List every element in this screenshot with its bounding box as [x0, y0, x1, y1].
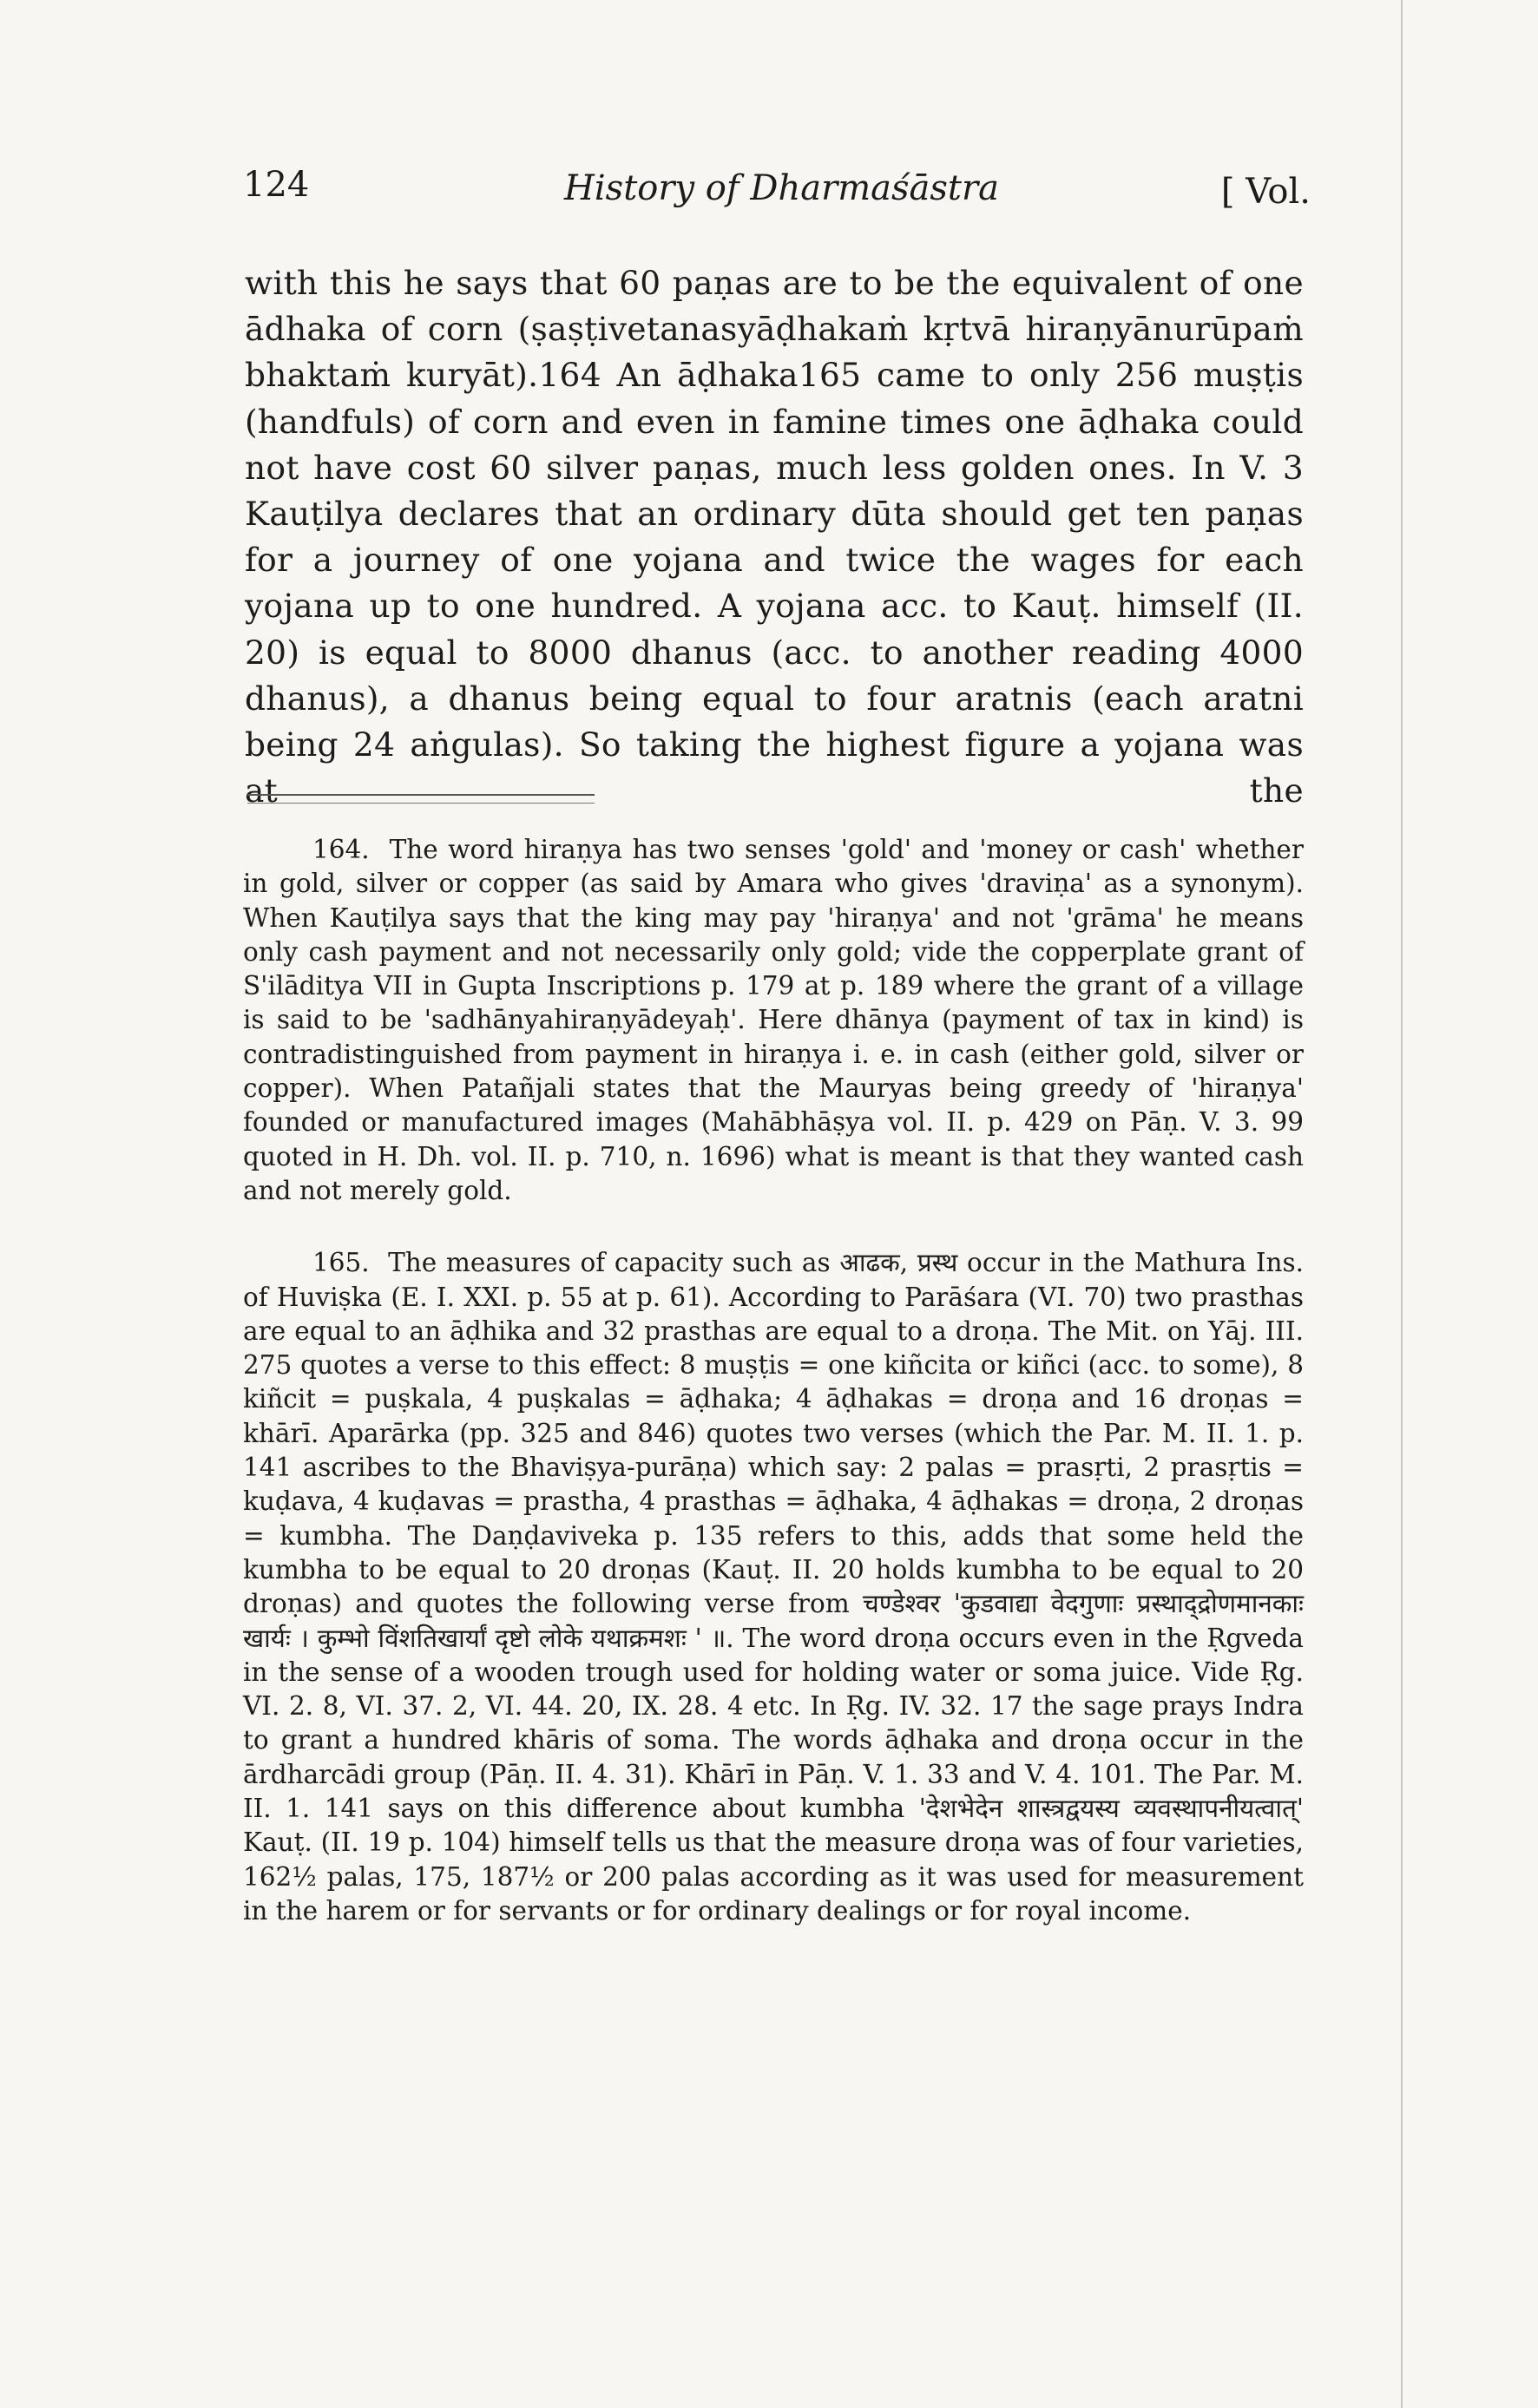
- footnote-number: 165.: [312, 1248, 370, 1278]
- footnotes: [243, 833, 1304, 1928]
- footnote-165: [243, 1246, 1304, 1928]
- running-title: History of Dharmaśāstra: [564, 168, 999, 208]
- page-edge-line: [1401, 0, 1403, 2408]
- footnote-separator: [247, 794, 595, 804]
- footnote-paragraph: [243, 1246, 1304, 1928]
- footnote-text: The word hiraṇya has two senses 'gold' and 'money or cash' whether in gold, silver or copper (as said by Amara who gives 'draviṇa' as a synonym). When Kauṭilya says that the king may pay 'hiraṇya' and not 'grāma' he means only cash payment and not necessarily only gold; vide the copperplate grant of S'ilāditya VII in Gupta Inscriptions p. 179 at p. 189 where the grant of a village is said to be 'sadhānyahiraṇyādeyaḥ'. Here dhānya (payment of tax in kind) is contradistinguished from payment in hiraṇya i. e. in cash (either gold, silver or copper). When Patañjali states that the Mauryas being greedy of 'hiraṇya' founded or manufactured images (Mahābhāṣya vol. II. p. 429 on Pāṇ. V. 3. 99 quoted in H. Dh. vol. II. p. 710, n. 1696) what is meant is that they wanted cash and not merely gold.: [243, 835, 1304, 1205]
- body-paragraph: with this he says that 60 paṇas are to be the equivalent of one ādhaka of corn (ṣaṣṭivetanasyāḍhakaṁ kṛtvā hiraṇyānurūpaṁ bhaktaṁ kuryāt).164 An āḍhaka165 came to only 256 muṣṭis (handfuls) of corn and even in famine times one āḍhaka could not have cost 60 silver paṇas, much less golden ones. In V. 3 Kauṭilya declares that an ordinary dūta should get ten paṇas for a journey of one yojana and twice the wages for each yojana up to one hundred. A yojana acc. to Kauṭ. himself (II. 20) is equal to 8000 dhanus (acc. to another reading 4000 dhanus), a dhanus being equal to four aratnis (each aratni being 24 aṅgulas). So taking the highest figure a yojana was at the: [245, 264, 1304, 810]
- footnote-number: 164.: [312, 835, 370, 864]
- page-number: 124: [243, 165, 310, 205]
- body-text: [245, 260, 1304, 814]
- volume-marker: [ Vol.: [1220, 172, 1311, 212]
- footnote-164: [243, 833, 1304, 1208]
- footnote-text: The measures of capacity such as आढक, प्रस्थ occur in the Mathura Ins. of Huviṣka (E. I. XXI. p. 55 at p. 61). According to Parāśara (VI. 70) two prasthas are equal to an āḍhika and 32 prasthas are equal to a droṇa. The Mit. on Yāj. III. 275 quotes a verse to this effect: 8 muṣṭis = one kiñcita or kiñci (acc. to some), 8 kiñcit = puṣkala, 4 puṣkalas = āḍhaka; 4 āḍhakas = droṇa and 16 droṇas = khārī. Aparārka (pp. 325 and 846) quotes two verses (which the Par. M. II. 1. p. 141 ascribes to the Bhaviṣya-purāṇa) which say: 2 palas = prasṛti, 2 prasṛtis = kuḍava, 4 kuḍavas = prastha, 4 prasthas = āḍhaka, 4 āḍhakas = droṇa, 2 droṇas = kumbha. The Daṇḍaviveka p. 135 refers to this, adds that some held the kumbha to be equal to 20 droṇas (Kauṭ. II. 20 holds kumbha to be equal to 20 droṇas) and quotes the following verse from चण्डेश्वर 'कुडवाद्या वेदगुणाः प्रस्थाद्द्रोणमानकाः खार्यः । कुम्भो विंशतिखार्यां दृष्टो लोके यथाक्रमशः ' ॥. The word droṇa occurs even in the Ṛgveda in the sense of a wooden trough used for holding water or soma juice. Vide Ṛg. VI. 2. 8, VI. 37. 2, VI. 44. 20, IX. 28. 4 etc. In Ṛg. IV. 32. 17 the sage prays Indra to grant a hundred khāris of soma. The words āḍhaka and droṇa occur in the ārdharcādi group (Pāṇ. II. 4. 31). Khārī in Pāṇ. V. 1. 33 and V. 4. 101. The Par. M. II. 1. 141 says on this difference about kumbha 'देशभेदेन शास्त्रद्वयस्य व्यवस्थापनीयत्वात्' Kauṭ. (II. 19 p. 104) himself tells us that the measure droṇa was of four varieties, 162½ palas, 175, 187½ or 200 palas according as it was used for measurement in the harem or for servants or for ordinary dealings or for royal income.: [243, 1248, 1304, 1926]
- footnote-paragraph: [243, 833, 1304, 1208]
- page-header: [243, 165, 1311, 226]
